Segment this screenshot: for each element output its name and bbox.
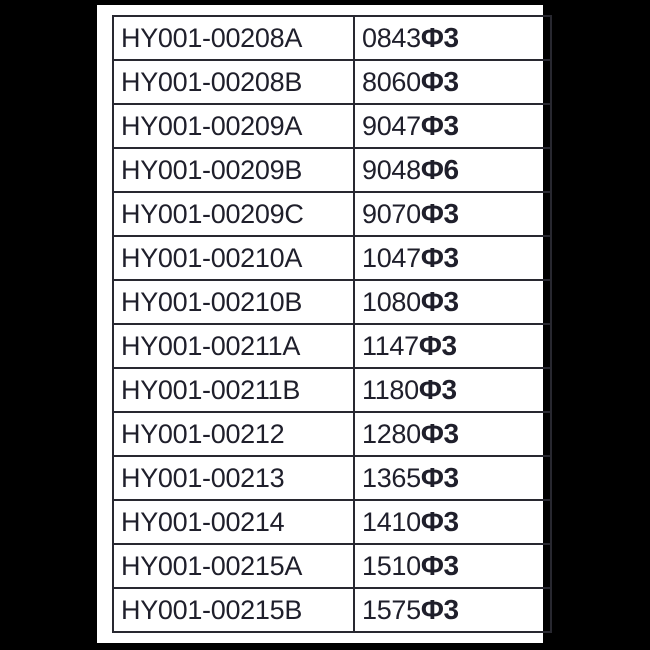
table-row bbox=[113, 500, 551, 544]
spec-number: 1365 bbox=[362, 463, 421, 493]
part-code-cell: HY001-00214 bbox=[113, 500, 354, 544]
spec-diameter-suffix: Φ6 bbox=[420, 154, 459, 185]
part-code-cell: HY001-00212 bbox=[113, 412, 354, 456]
spec-number: 9048 bbox=[362, 155, 421, 185]
spec-number: 1080 bbox=[362, 287, 421, 317]
spec-number: 1047 bbox=[362, 243, 421, 273]
part-code-cell: HY001-00213 bbox=[113, 456, 354, 500]
spec-number: 1280 bbox=[362, 419, 421, 449]
spec-number: 1147 bbox=[362, 331, 419, 361]
spec-value-cell bbox=[354, 588, 551, 632]
spec-diameter-suffix: Φ3 bbox=[420, 66, 459, 97]
spec-value-cell bbox=[354, 104, 551, 148]
spec-value-cell bbox=[354, 60, 551, 104]
spec-number: 1410 bbox=[362, 507, 421, 537]
spec-number: 0843 bbox=[362, 23, 421, 53]
part-code-cell: HY001-00211A bbox=[113, 324, 354, 368]
part-code-cell: HY001-00208B bbox=[113, 60, 354, 104]
table-row bbox=[113, 412, 551, 456]
parts-table-body bbox=[113, 16, 551, 632]
table-row bbox=[113, 60, 551, 104]
spec-diameter-suffix: Φ3 bbox=[420, 506, 459, 537]
spec-diameter-suffix: Φ3 bbox=[418, 374, 457, 405]
spec-diameter-suffix: Φ3 bbox=[420, 462, 459, 493]
parts-table bbox=[112, 15, 552, 633]
spec-value-cell bbox=[354, 192, 551, 236]
spec-value-cell bbox=[354, 324, 551, 368]
spec-number: 8060 bbox=[362, 67, 421, 97]
part-code-cell: HY001-00209C bbox=[113, 192, 354, 236]
spec-value-cell bbox=[354, 368, 551, 412]
spec-value-cell bbox=[354, 280, 551, 324]
document-page bbox=[97, 5, 543, 643]
spec-diameter-suffix: Φ3 bbox=[420, 22, 459, 53]
spec-value-cell bbox=[354, 412, 551, 456]
part-code-cell: HY001-00215A bbox=[113, 544, 354, 588]
part-code-cell: HY001-00209A bbox=[113, 104, 354, 148]
spec-diameter-suffix: Φ3 bbox=[418, 330, 457, 361]
spec-diameter-suffix: Φ3 bbox=[420, 242, 459, 273]
spec-number: 1575 bbox=[362, 595, 421, 625]
table-row bbox=[113, 236, 551, 280]
spec-value-cell bbox=[354, 456, 551, 500]
part-code-cell: HY001-00208A bbox=[113, 16, 354, 60]
spec-number: 1180 bbox=[362, 375, 419, 405]
table-row bbox=[113, 280, 551, 324]
table-row bbox=[113, 368, 551, 412]
table-row bbox=[113, 104, 551, 148]
table-row bbox=[113, 192, 551, 236]
spec-value-cell bbox=[354, 236, 551, 280]
part-code-cell: HY001-00210B bbox=[113, 280, 354, 324]
table-row bbox=[113, 544, 551, 588]
table-row bbox=[113, 324, 551, 368]
part-code-cell: HY001-00209B bbox=[113, 148, 354, 192]
spec-value-cell bbox=[354, 500, 551, 544]
part-code-cell: HY001-00215B bbox=[113, 588, 354, 632]
spec-diameter-suffix: Φ3 bbox=[420, 286, 459, 317]
spec-diameter-suffix: Φ3 bbox=[420, 418, 459, 449]
table-row bbox=[113, 148, 551, 192]
table-row bbox=[113, 16, 551, 60]
spec-diameter-suffix: Φ3 bbox=[420, 110, 459, 141]
spec-diameter-suffix: Φ3 bbox=[420, 594, 459, 625]
spec-number: 9070 bbox=[362, 199, 421, 229]
spec-diameter-suffix: Φ3 bbox=[420, 198, 459, 229]
part-code-cell: HY001-00210A bbox=[113, 236, 354, 280]
table-row bbox=[113, 588, 551, 632]
part-code-cell: HY001-00211B bbox=[113, 368, 354, 412]
spec-value-cell bbox=[354, 544, 551, 588]
spec-value-cell bbox=[354, 16, 551, 60]
spec-diameter-suffix: Φ3 bbox=[420, 550, 459, 581]
spec-number: 9047 bbox=[362, 111, 421, 141]
spec-value-cell bbox=[354, 148, 551, 192]
table-row bbox=[113, 456, 551, 500]
spec-number: 1510 bbox=[362, 551, 421, 581]
